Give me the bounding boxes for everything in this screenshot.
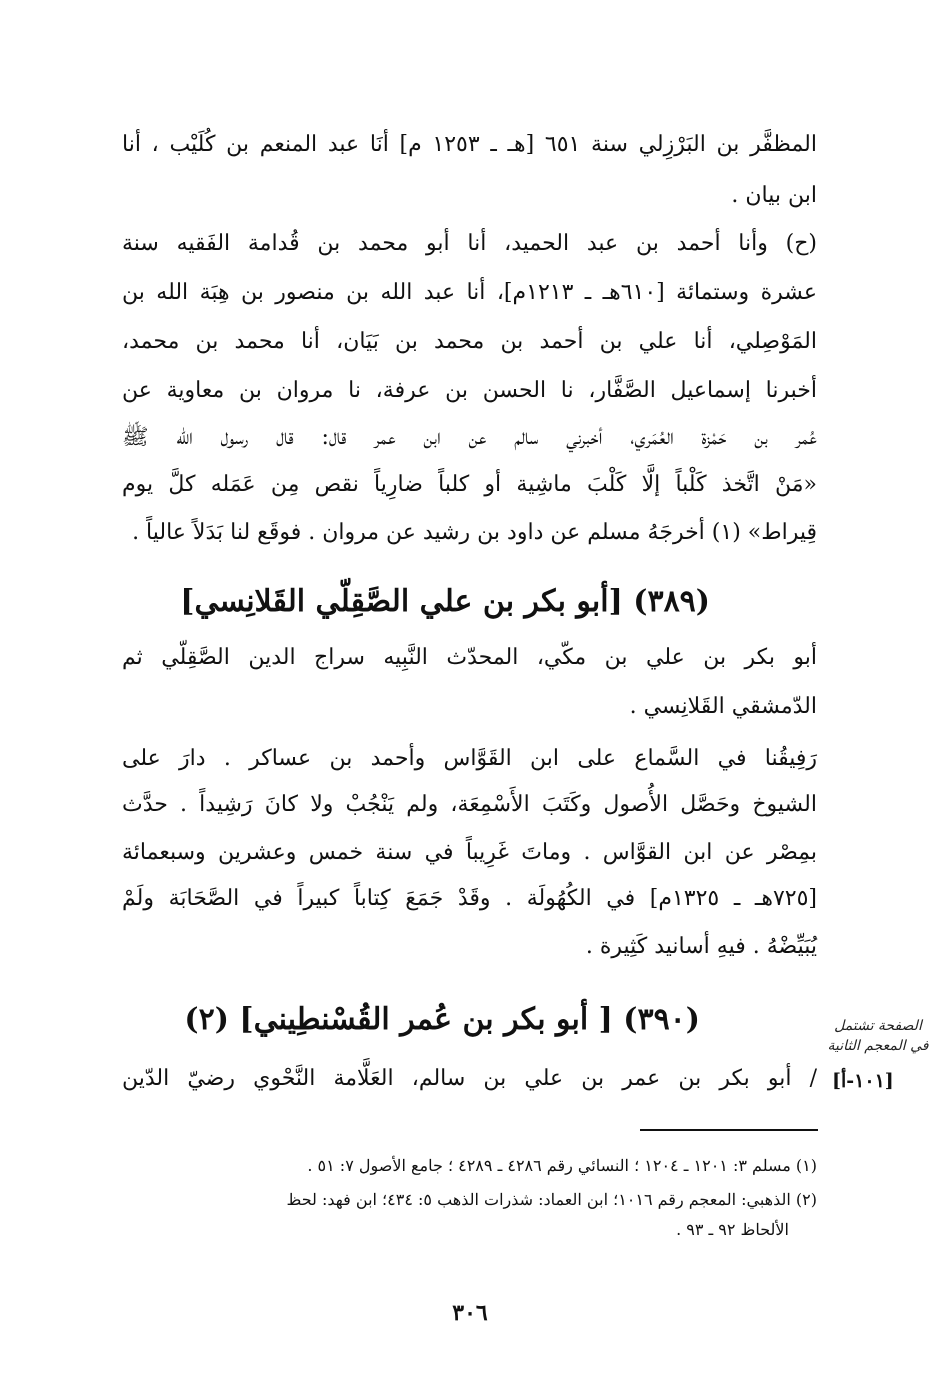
body-line-3: (ح) وأنا أحمد بن عبد الحميد، أنا أبو محمد بن قُدامة الفَقيه سنة xyxy=(122,231,817,256)
footnote-2-continuation: الألحاظ ٩٢ ـ ٩٣ . xyxy=(676,1220,789,1239)
footnote-1: (١) مسلم ٣: ١٢٠١ ـ ١٢٠٤ ؛ النسائي رقم ٤٢٨٦ ـ ٤٢٨٩ ؛ جامع الأصول ٧: ٥١ . xyxy=(307,1156,817,1175)
entry-389-line-2: الدّمشقي القَلانِسي . xyxy=(629,694,817,719)
body-line-8: «مَنْ اتَّخذ كَلْباً إلَّا كَلْبَ ماشِية أو كلباً ضارِياً نقص مِن عَمَله كلَّ يوم xyxy=(122,472,817,497)
entry-389-line-3: رَفِيقُنا في السَّماع على ابن القَوَّاس وأحمد بن عساكر . دارَ على xyxy=(122,746,817,771)
manuscript-folio-reference: [١٠١-أ] xyxy=(832,1070,894,1092)
handwritten-margin-note-line-1: الصفحة تشتمل xyxy=(834,1018,922,1034)
footnote-divider xyxy=(640,1129,818,1131)
footnote-2: (٢) الذهبي: المعجم رقم ١٠١٦؛ ابن العماد: شذرات الذهب ٥: ٤٣٤؛ ابن فهد: لحظ xyxy=(286,1190,817,1209)
entry-heading-389: (٣٨٩) [أبو بكر بن علي الصَّقِلّي القَلانِسي] xyxy=(180,584,710,619)
body-line-5: المَوْصِلي، أنا علي بن أحمد بن محمد بن بَيَان، أنا محمد بن محمد، xyxy=(122,329,817,354)
body-line-6: أخبرنا إسماعيل الصَّفَّار، نا الحسن بن عرفة، نا مروان بن معاوية عن xyxy=(122,378,817,403)
page-number: ٣٠٦ xyxy=(452,1300,488,1326)
body-line-9: قِيراط» (١) أخرجَهُ مسلم عن داود بن رشيد عن مروان . فوقَع لنا بَدَلاً عالياً . xyxy=(132,520,817,545)
entry-389-line-5: بمِصْر عن ابن القوَّاس . وماتَ غَرِيباً في سنة خمس وعشرين وسبعمائة xyxy=(122,840,817,865)
entry-390-line-1: / أبو بكر بن عمر بن علي بن سالم، العَلَّامة النَّحْوي رضيّ الدّين xyxy=(122,1066,817,1091)
handwritten-margin-note-line-2: في المعجم الثانية xyxy=(827,1038,929,1054)
body-line-7: عُمر بن حَمْزة العُمَري، أخبرني سالم عن ابن عمر قال: قال رسول الله ﷺ xyxy=(122,425,817,450)
body-line-4: عشرة وستمائة [٦١٠هـ ـ ١٢١٣م]، أنا عبد الله بن منصور بن هِبَة الله بن xyxy=(122,280,818,305)
entry-389-line-4: الشيوخ وحَصَّل الأُصول وكَتَبَ الأَسْمِعَة، ولم يَنْجُبْ ولا كانَ رَشِيداً . حدَّث xyxy=(122,792,817,817)
entry-389-line-7: يُبَيِّضْهُ . فيهِ أسانيد كَثِيرة . xyxy=(585,934,817,959)
entry-389-line-6: [٧٢٥هـ ـ ١٣٢٥م] في الكُهُولَة . وقَدْ جَمَعَ كِتاباً كبيراً في الصَّحَابَة ولَمْ xyxy=(122,886,817,911)
body-line-2: ابن بيان . xyxy=(731,183,817,208)
entry-heading-390: (٣٩٠) [ أبو بكر بن عُمر القُسْنطِيني] (٢) xyxy=(184,1002,700,1037)
body-line-1: المظفَّر بن البَرْزِلي سنة ٦٥١ [هـ ـ ١٢٥٣ م] أنَا عبد المنعم بن كُلَيْب ، أنا xyxy=(122,132,817,157)
entry-389-line-1: أبو بكر بن علي بن مكّي، المحدّث النَّبِيه سراج الدين الصَّقِلّي ثم xyxy=(122,645,817,670)
